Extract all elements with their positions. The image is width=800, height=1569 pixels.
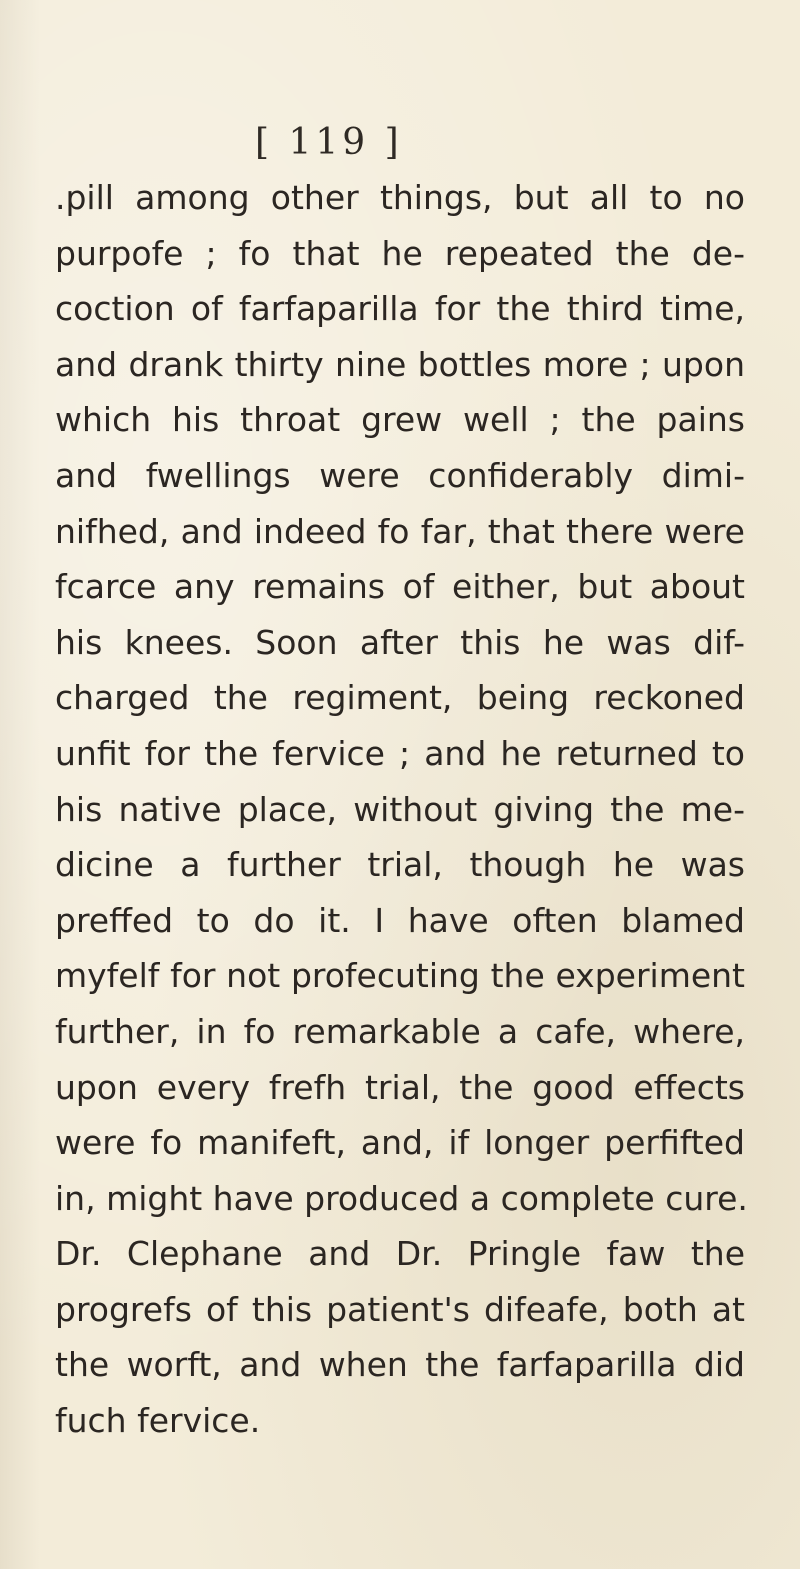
- text-line: dicine a further trial, though he was: [55, 845, 745, 885]
- text-line: in, might have produced a complete cure.: [55, 1178, 748, 1218]
- text-line: his knees. Soon after this he was dif-: [55, 622, 745, 662]
- text-line: his native place, without giving the me-: [55, 789, 745, 829]
- text-line: which his throat grew well ; the pains: [55, 400, 745, 440]
- text-line: fcarce any remains of either, but about: [55, 567, 745, 607]
- text-line: fuch fervice.: [55, 1401, 261, 1441]
- text-line: coction of farfaparilla for the third time,: [55, 289, 745, 329]
- text-line: charged the regiment, being reckoned: [55, 678, 745, 718]
- text-line: progrefs of this patient's difeafe, both at: [55, 1289, 745, 1329]
- text-line: unfit for the fervice ; and he returned to: [55, 733, 745, 773]
- text-line: purpofe ; fo that he repeated the de-: [55, 233, 745, 273]
- page-number: [ 119 ]: [255, 122, 403, 163]
- body-text: [55, 170, 748, 1449]
- text-line: Dr. Clephane and Dr. Pringle faw the: [55, 1234, 745, 1274]
- text-line: myfelf for not profecuting the experiment: [55, 956, 745, 996]
- text-line: preffed to do it. I have often blamed: [55, 900, 745, 940]
- text-line: .pill among other things, but all to no: [55, 178, 745, 217]
- text-line: and fwellings were confiderably dimi-: [55, 455, 745, 495]
- text-line: the worft, and when the farfaparilla did: [55, 1345, 745, 1385]
- text-line: and drank thirty nine bottles more ; upon: [55, 344, 745, 384]
- text-line: were fo manifeft, and, if longer perfifted: [55, 1123, 745, 1163]
- text-line: further, in fo remarkable a cafe, where,: [55, 1011, 745, 1051]
- text-line: upon every frefh trial, the good effects: [55, 1067, 745, 1107]
- text-line: nifhed, and indeed fo far, that there were: [55, 511, 745, 551]
